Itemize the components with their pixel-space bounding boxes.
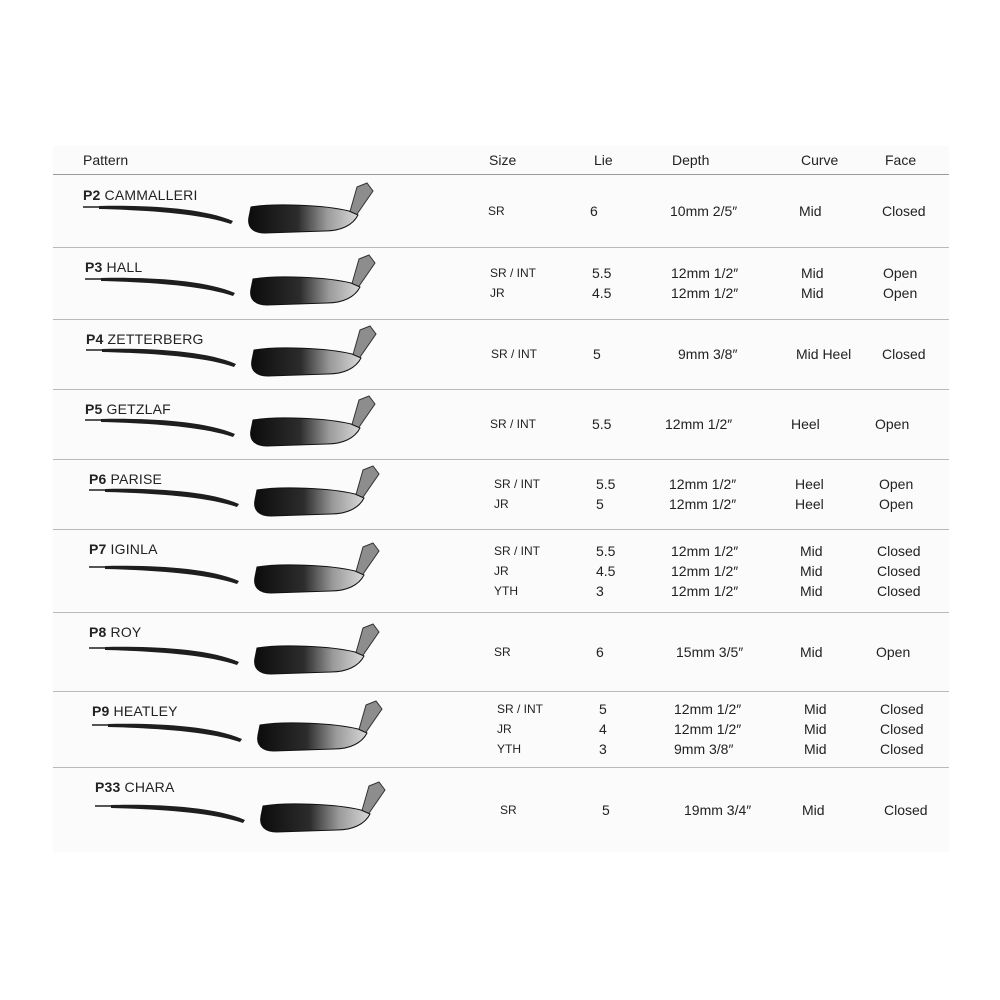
blade-curve-profile-icon bbox=[81, 195, 241, 235]
spec-face: Closed bbox=[882, 203, 926, 219]
spec-size: SR / INT bbox=[497, 702, 544, 716]
blade-face-icon bbox=[245, 181, 385, 237]
spec-lie: 5 bbox=[599, 701, 607, 717]
spec-face: Closed bbox=[877, 562, 921, 579]
spec-curve: Mid bbox=[800, 582, 823, 599]
blade-face-icon bbox=[251, 464, 391, 520]
spec-depth: 9mm 3/8″ bbox=[678, 346, 738, 362]
player-name: GETZLAF bbox=[106, 401, 171, 417]
pattern-code: P33 bbox=[95, 779, 121, 795]
spec-face: Closed bbox=[877, 542, 921, 559]
blade-curve-profile-icon bbox=[87, 478, 247, 518]
blade-face-icon bbox=[254, 699, 394, 755]
spec-depth: 12mm 1/2″ bbox=[674, 721, 742, 737]
spec-depth: 9mm 3/8″ bbox=[674, 741, 734, 757]
blade-face-icon bbox=[247, 253, 387, 309]
spec-face: Closed bbox=[884, 801, 928, 818]
header-depth: Depth bbox=[672, 152, 710, 168]
spec-lie: 5.5 bbox=[596, 476, 616, 492]
player-name: ROY bbox=[110, 624, 142, 640]
blade-face-icon bbox=[251, 622, 391, 678]
spec-lie: 4.5 bbox=[596, 562, 616, 579]
pattern-code: P6 bbox=[89, 471, 107, 487]
blade-curve-profile-icon bbox=[83, 408, 243, 448]
spec-lie: 3 bbox=[596, 582, 604, 599]
pattern-row bbox=[53, 319, 949, 390]
spec-lie: 4.5 bbox=[592, 285, 612, 301]
spec-curve: Mid bbox=[804, 701, 827, 717]
spec-size: JR bbox=[497, 722, 512, 736]
pattern-code: P5 bbox=[85, 401, 103, 417]
pattern-row bbox=[53, 529, 949, 613]
pattern-row bbox=[53, 767, 949, 852]
spec-depth: 12mm 1/2″ bbox=[669, 476, 737, 492]
player-name: PARISE bbox=[110, 471, 163, 487]
spec-depth: 15mm 3/5″ bbox=[676, 643, 744, 660]
spec-lie: 5.5 bbox=[592, 416, 612, 432]
blade-curve-profile-icon bbox=[93, 794, 253, 834]
spec-size: YTH bbox=[497, 742, 521, 756]
spec-lie: 6 bbox=[590, 203, 598, 219]
spec-size: YTH bbox=[494, 583, 518, 598]
spec-lie: 5 bbox=[596, 496, 604, 512]
pattern-code: P8 bbox=[89, 624, 107, 640]
header-face: Face bbox=[885, 152, 917, 168]
spec-size: SR / INT bbox=[494, 543, 541, 558]
player-name: HALL bbox=[106, 259, 143, 275]
spec-depth: 12mm 1/2″ bbox=[669, 496, 737, 512]
spec-face: Open bbox=[876, 643, 911, 660]
spec-curve: Heel bbox=[791, 416, 820, 432]
spec-size: JR bbox=[494, 497, 509, 511]
spec-curve: Mid bbox=[804, 721, 827, 737]
spec-curve: Mid bbox=[799, 203, 822, 219]
player-name: CHARA bbox=[124, 779, 175, 795]
header-lie: Lie bbox=[594, 152, 613, 168]
spec-curve: Mid bbox=[801, 285, 824, 301]
spec-size: SR / INT bbox=[490, 266, 537, 280]
spec-size: SR / INT bbox=[491, 347, 538, 361]
blade-face-icon bbox=[251, 541, 391, 597]
spec-lie: 5 bbox=[602, 801, 610, 818]
curve-chart-sheet bbox=[53, 146, 949, 852]
spec-face: Closed bbox=[880, 741, 924, 757]
spec-face: Open bbox=[879, 476, 914, 492]
spec-face: Open bbox=[883, 265, 918, 281]
spec-depth: 10mm 2/5″ bbox=[670, 203, 738, 219]
spec-size: SR bbox=[488, 204, 505, 218]
blade-curve-profile-icon bbox=[83, 267, 243, 307]
spec-depth: 12mm 1/2″ bbox=[671, 542, 739, 559]
spec-curve: Mid bbox=[800, 542, 823, 559]
pattern-row bbox=[53, 612, 949, 692]
spec-curve: Heel bbox=[795, 476, 824, 492]
pattern-row bbox=[53, 389, 949, 460]
spec-face: Closed bbox=[882, 346, 926, 362]
spec-face: Open bbox=[875, 416, 910, 432]
spec-depth: 12mm 1/2″ bbox=[671, 285, 739, 301]
spec-depth: 19mm 3/4″ bbox=[684, 801, 752, 818]
pattern-row bbox=[53, 247, 949, 320]
spec-size: SR bbox=[500, 802, 517, 817]
pattern-code: P4 bbox=[86, 331, 104, 347]
spec-curve: Mid bbox=[801, 265, 824, 281]
table-header bbox=[53, 146, 949, 175]
spec-face: Closed bbox=[880, 721, 924, 737]
spec-size: SR / INT bbox=[494, 477, 541, 491]
pattern-row bbox=[53, 175, 949, 248]
spec-depth: 12mm 1/2″ bbox=[671, 265, 739, 281]
spec-lie: 5.5 bbox=[592, 265, 612, 281]
blade-face-icon bbox=[248, 324, 388, 380]
spec-face: Closed bbox=[877, 582, 921, 599]
spec-size: SR bbox=[494, 644, 511, 659]
spec-depth: 12mm 1/2″ bbox=[671, 562, 739, 579]
pattern-code: P9 bbox=[92, 703, 110, 719]
spec-depth: 12mm 1/2″ bbox=[671, 582, 739, 599]
player-name: ZETTERBERG bbox=[107, 331, 204, 347]
spec-face: Open bbox=[883, 285, 918, 301]
pattern-code: P7 bbox=[89, 541, 107, 557]
spec-lie: 4 bbox=[599, 721, 607, 737]
player-name: CAMMALLERI bbox=[104, 187, 198, 203]
blade-face-icon bbox=[257, 780, 397, 836]
pattern-row bbox=[53, 691, 949, 768]
spec-face: Open bbox=[879, 496, 914, 512]
header-size: Size bbox=[489, 152, 517, 168]
spec-size: JR bbox=[490, 286, 505, 300]
blade-curve-profile-icon bbox=[87, 636, 247, 676]
player-name: HEATLEY bbox=[113, 703, 178, 719]
spec-face: Closed bbox=[880, 701, 924, 717]
spec-curve: Mid Heel bbox=[796, 346, 852, 362]
blade-curve-profile-icon bbox=[90, 713, 250, 753]
spec-lie: 5.5 bbox=[596, 542, 616, 559]
header-curve: Curve bbox=[801, 152, 839, 168]
spec-lie: 3 bbox=[599, 741, 607, 757]
spec-curve: Mid bbox=[804, 741, 827, 757]
spec-size: SR / INT bbox=[490, 417, 537, 431]
blade-curve-profile-icon bbox=[84, 338, 244, 378]
pattern-row bbox=[53, 459, 949, 530]
pattern-code: P2 bbox=[83, 187, 101, 203]
spec-depth: 12mm 1/2″ bbox=[665, 416, 733, 432]
spec-curve: Mid bbox=[800, 643, 823, 660]
blade-face-icon bbox=[247, 394, 387, 450]
blade-curve-profile-icon bbox=[87, 555, 247, 595]
spec-lie: 5 bbox=[593, 346, 601, 362]
player-name: IGINLA bbox=[110, 541, 158, 557]
spec-lie: 6 bbox=[596, 643, 604, 660]
spec-depth: 12mm 1/2″ bbox=[674, 701, 742, 717]
spec-curve: Mid bbox=[802, 801, 825, 818]
spec-size: JR bbox=[494, 563, 509, 578]
header-pattern: Pattern bbox=[83, 152, 129, 168]
spec-curve: Mid bbox=[800, 562, 823, 579]
pattern-code: P3 bbox=[85, 259, 103, 275]
spec-curve: Heel bbox=[795, 496, 824, 512]
